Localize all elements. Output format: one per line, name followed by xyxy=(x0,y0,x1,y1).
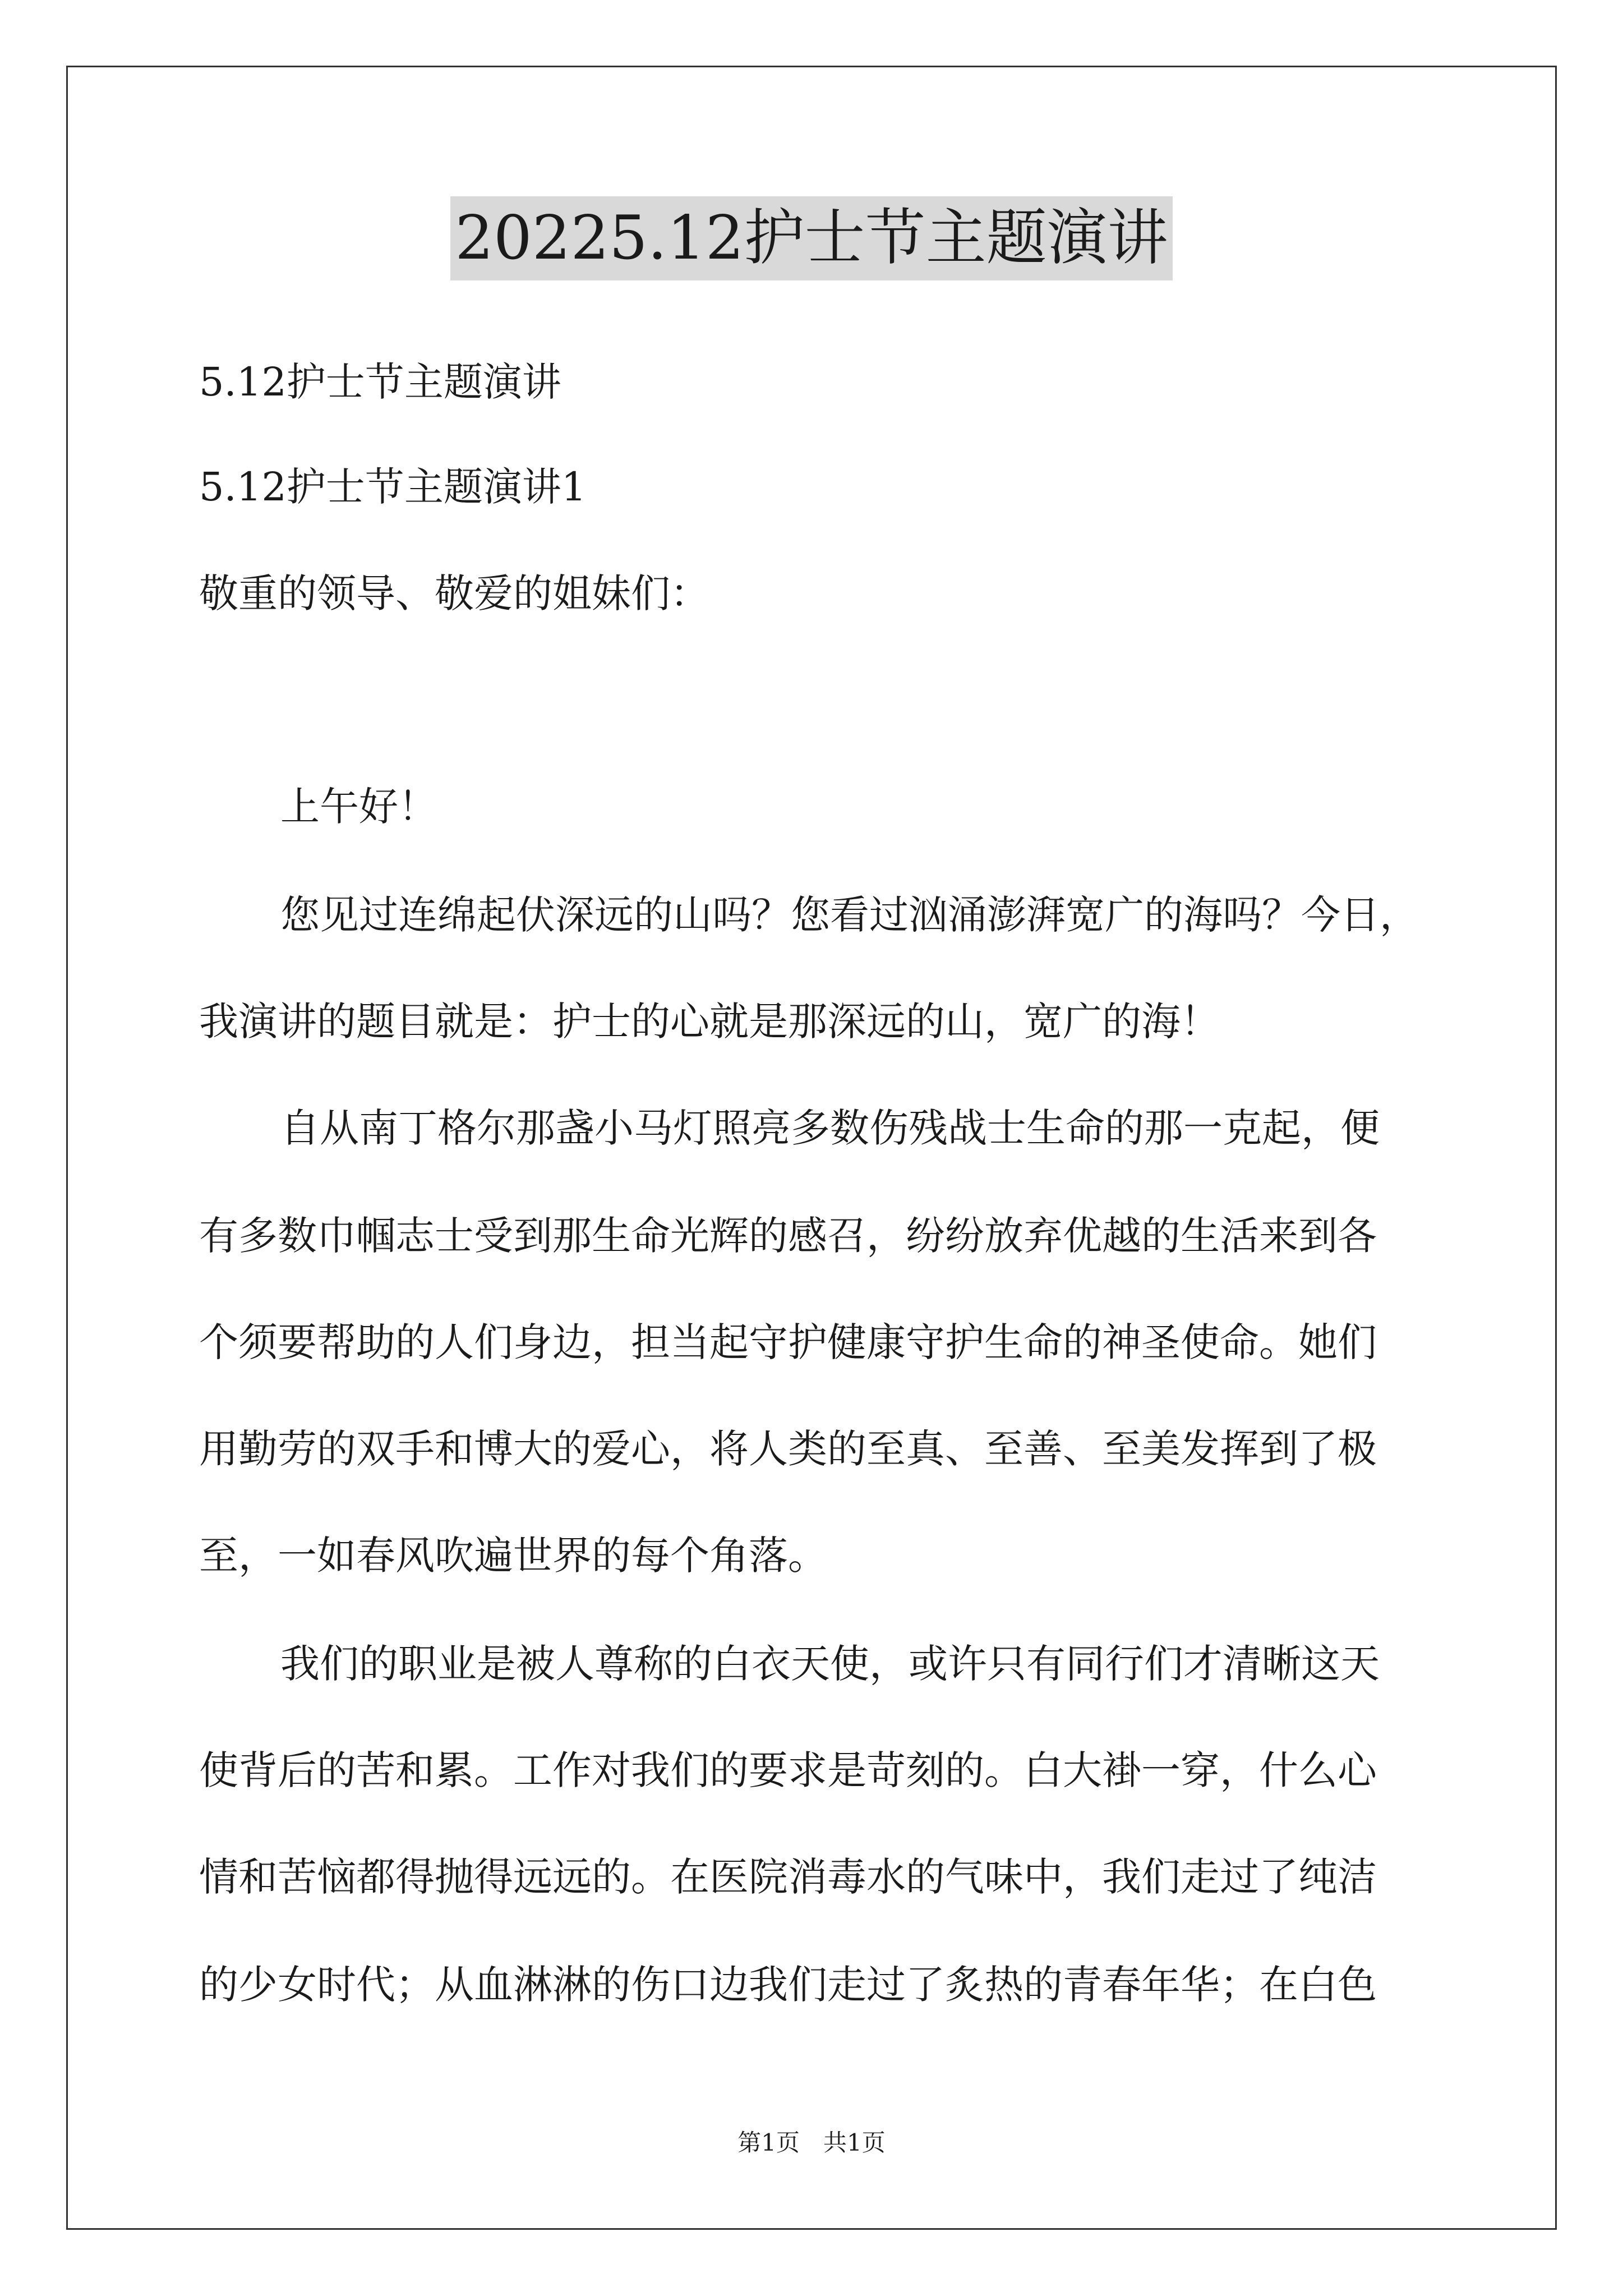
subtitle-line: 5.12护士节主题演讲 xyxy=(199,359,561,405)
document-title: 20225.12护士节主题演讲 xyxy=(450,196,1172,280)
page-footer: 第1页 共1页 xyxy=(737,2129,886,2156)
subtitle-line: 5.12护士节主题演讲1 xyxy=(199,464,587,510)
paragraph-line: 有多数巾帼志士受到那生命光辉的感召，纷纷放弃优越的生活来到各 xyxy=(199,1213,1377,1259)
paragraph-line: 使背后的苦和累。工作对我们的要求是苛刻的。白大褂一穿，什么心 xyxy=(199,1747,1377,1793)
paragraph-line: 我们的职业是被人尊称的白衣天使，或许只有同行们才清晰这天 xyxy=(280,1641,1380,1687)
greeting: 上午好！ xyxy=(280,784,437,830)
paragraph-line: 用勤劳的双手和博大的爱心，将人类的至真、至善、至美发挥到了极 xyxy=(199,1426,1377,1472)
salutation: 敬重的领导、敬爱的姐妹们： xyxy=(199,570,709,616)
paragraph-line: 您见过连绵起伏深远的山吗？您看过汹涌澎湃宽广的海吗？今日， xyxy=(280,892,1419,938)
paragraph-line: 的少女时代；从血淋淋的伤口边我们走过了炙热的青春年华；在白色 xyxy=(199,1962,1377,2008)
paragraph-line: 个须要帮助的人们身边，担当起守护健康守护生命的神圣使命。她们 xyxy=(199,1319,1377,1365)
paragraph-line: 自从南丁格尔那盏小马灯照亮多数伤残战士生命的那一克起，便 xyxy=(280,1105,1380,1151)
paragraph-line: 至，一如春风吹遍世界的每个角落。 xyxy=(199,1533,827,1579)
paragraph-line: 情和苦恼都得抛得远远的。在医院消毒水的气味中，我们走过了纯洁 xyxy=(199,1854,1377,1900)
paragraph-line: 我演讲的题目就是：护士的心就是那深远的山，宽广的海！ xyxy=(199,999,1220,1045)
title-wrap xyxy=(0,196,1623,280)
